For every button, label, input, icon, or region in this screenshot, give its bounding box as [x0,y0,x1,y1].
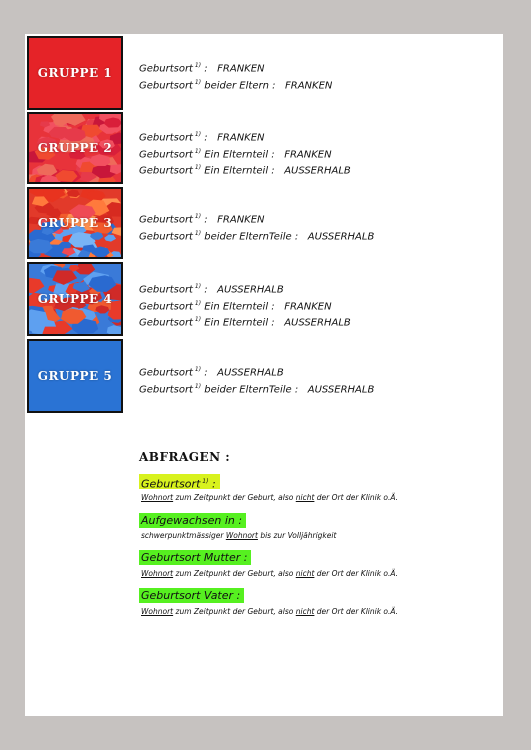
group-label: GRUPPE 2 [37,141,113,155]
criteria-line: Geburtsort $^{1)}$ Ein Elternteil : AUSSERHALB [139,164,351,177]
group-label: GRUPPE 1 [37,66,113,80]
abfragen-title: ABFRAGEN : [139,450,231,464]
group-label: GRUPPE 3 [37,216,113,230]
mosaic-cell [107,325,121,334]
criteria-line: Geburtsort $^{1)}$ beider ElternTeile : AUSSERHALB [139,382,375,396]
abfrage-heading-4: Geburtsort Vater : [139,588,244,603]
abfrage-note-1: Wohnort zum Zeitpunkt der Geburt, also nicht der Ort der Klinik o.Ä. [141,493,399,502]
group-criteria-3 [139,210,374,243]
criteria-line: Geburtsort $^{1)}$ Ein Elternteil : AUSSERHALB [139,316,351,329]
abfrage-heading-1: Geburtsort $^{1)}$ : [139,474,220,489]
group-badge-2 [27,112,123,184]
abfrage-note-4: Wohnort zum Zeitpunkt der Geburt, also nicht der Ort der Klinik o.Ä. [141,607,399,616]
group-label: GRUPPE 4 [37,292,113,306]
abfrage-note-2: schwerpunktmässiger Wohnort bis zur Volljährigkeit [141,531,337,540]
group-badge-5 [27,339,123,413]
mosaic-cell [42,327,60,334]
group-criteria-5 [139,363,374,396]
mosaic-cell [104,235,116,242]
group-criteria-4 [139,280,351,330]
criteria-line: Geburtsort $^{1)}$ : FRANKEN [139,62,265,75]
abfrage-note-3: Wohnort zum Zeitpunkt der Geburt, also nicht der Ort der Klinik o.Ä. [141,569,399,578]
criteria-line: Geburtsort $^{1)}$ beider Eltern : FRANKEN [139,78,333,92]
group-criteria-2 [139,128,351,178]
mosaic-cell [52,270,77,285]
group-badge-1 [27,36,123,110]
criteria-line: Geburtsort $^{1)}$ : FRANKEN [139,213,265,226]
criteria-line: Geburtsort $^{1)}$ : FRANKEN [139,131,265,144]
criteria-line: Geburtsort $^{1)}$ beider ElternTeile : AUSSERHALB [139,229,375,243]
criteria-line: Geburtsort $^{1)}$ : AUSSERHALB [139,366,284,379]
group-label: GRUPPE 5 [37,369,113,383]
criteria-line: Geburtsort $^{1)}$ : AUSSERHALB [139,283,284,296]
group-badge-4 [27,262,123,336]
criteria-line: Geburtsort $^{1)}$ Ein Elternteil : FRANKEN [139,147,332,161]
group-badge-3 [27,187,123,259]
abfrage-heading-3: Geburtsort Mutter : [139,550,251,565]
criteria-line: Geburtsort $^{1)}$ Ein Elternteil : FRANKEN [139,299,332,313]
abfrage-heading-2: Aufgewachsen in : [139,513,246,528]
group-criteria-1 [139,59,332,92]
